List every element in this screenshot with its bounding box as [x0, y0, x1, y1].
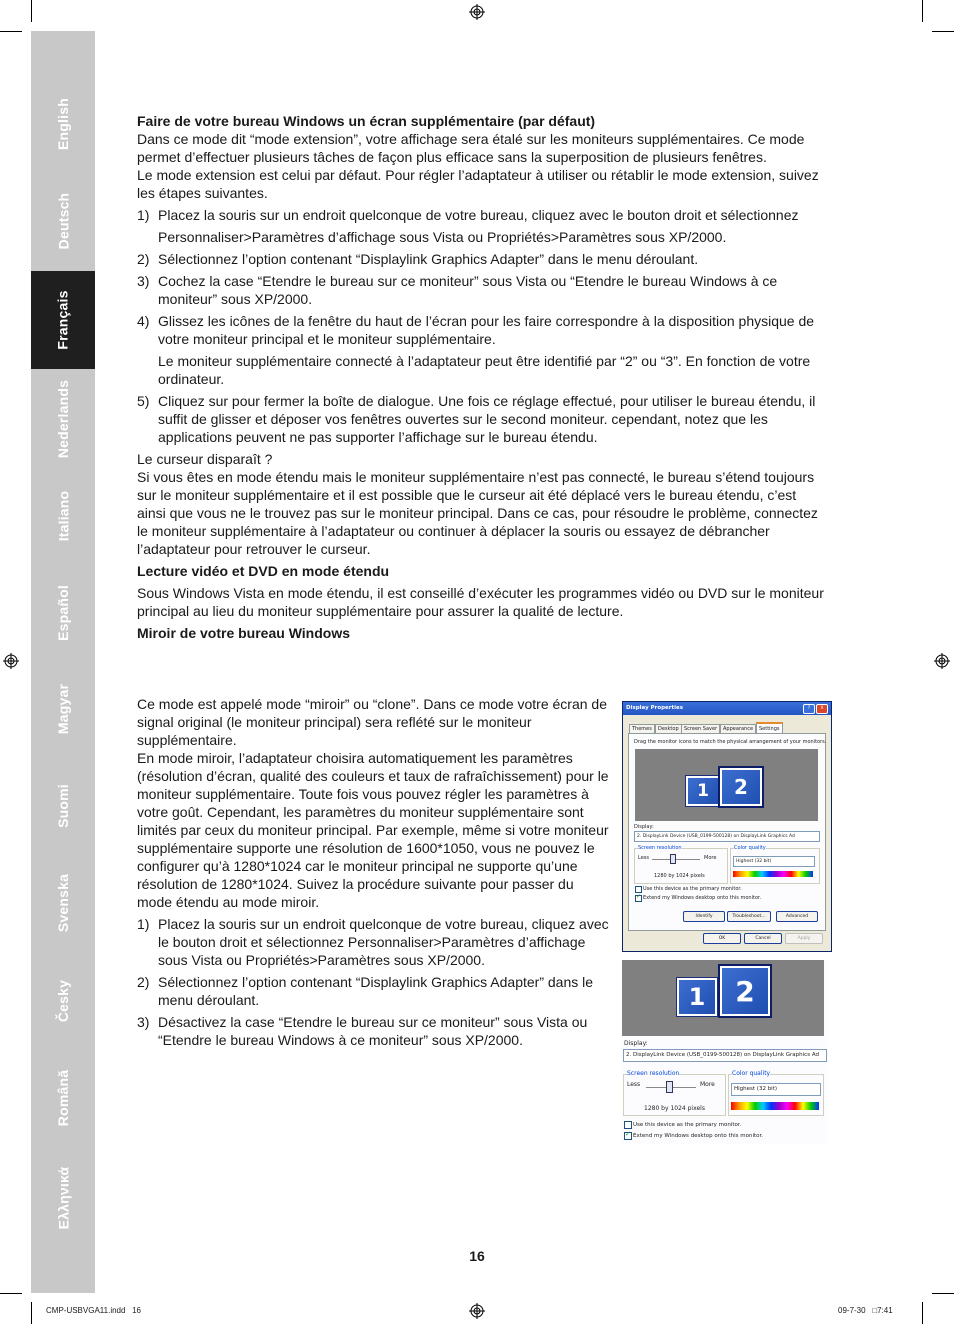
step-text: Placez la souris sur un endroit quelconque de votre bureau, cliquez avec le bouton droit et sélectionnez Personnaliser>Paramètres d’affichage sous Vista ou Propriétés>Paramètres sous XP/2000. — [158, 916, 609, 968]
troubleshoot-button[interactable]: Troubleshoot... — [727, 911, 771, 922]
display-label: Display: — [634, 824, 654, 830]
less-label: Less — [627, 1081, 641, 1088]
lang-tab-cesky[interactable] — [31, 951, 95, 1051]
page-number: 16 — [469, 1248, 485, 1264]
color-quality-label: Color quality — [732, 1070, 771, 1077]
section-heading: Faire de votre bureau Windows un écran supplémentaire (par défaut) — [137, 113, 596, 129]
tab-screen-saver[interactable]: Screen Saver — [681, 724, 720, 734]
crop-mark — [0, 31, 22, 32]
tab-desktop[interactable]: Desktop — [655, 724, 682, 734]
less-label: Less — [638, 855, 649, 861]
help-button[interactable]: ? — [803, 704, 815, 714]
step-number: 3) — [137, 273, 150, 289]
registration-mark-icon — [3, 653, 19, 669]
lang-tab-francais[interactable] — [31, 271, 95, 369]
primary-monitor-label: Use this device as the primary monitor. — [633, 1122, 742, 1128]
footer-file-info: CMP-USBVGA11.indd 16 — [46, 1306, 142, 1315]
step-number: 4) — [137, 313, 150, 329]
ok-button[interactable]: OK — [703, 933, 741, 944]
paragraph: En mode miroir, l’adaptateur choisira automatiquement les paramètres (résolution d’écran, qualité des couleurs et taux de rafraîchissement) pour le moniteur supplémentaire. Toute fois vous pouvez régler les paramètres à votre goût. Cependant, les paramètres du moniteur supplémentaire sont limités par ceux du moniteur principal. Par exemple, même si votre moniteur supplémentaire supporte une résolution de 1600*1050, vous ne pouvez le configurer qu’à 1280*1024 car le moniteur principal ne supporte qu’une résolution de 1280*1024. Suivez la procédure suivante pour passer du mode étendu au mode miroir. — [137, 750, 609, 910]
crop-mark — [922, 0, 923, 22]
display-properties-screenshot — [622, 701, 832, 952]
resolution-value: 1280 by 1024 pixels — [644, 1105, 705, 1112]
main-content — [137, 112, 827, 642]
step-number: 2) — [137, 251, 150, 267]
display-select[interactable]: 2. DisplayLink Device (USB_0199-500128) on DisplayLink Graphics Ad — [634, 831, 820, 842]
lang-label: Ελληνικά — [55, 1166, 71, 1229]
paragraph: Dans ce mode dit “mode extension”, votre affichage sera étalé sur les moniteurs supplémentaires. Ce mode permet d’effectuer plusieurs tâches de façon plus efficace sans la superposition de plusieurs fenêtres. — [137, 131, 805, 165]
apply-button[interactable]: Apply — [785, 933, 823, 944]
lang-tab-nederlands[interactable] — [31, 369, 95, 469]
paragraph: Ce mode est appelé mode “miroir” ou “clone”. Dans ce mode votre écran de signal original (le moniteur principal) sera reflété sur le moniteur supplémentaire. — [137, 696, 607, 748]
monitor-2-icon[interactable]: 2 — [720, 768, 762, 806]
crop-mark — [932, 31, 954, 32]
resolution-value: 1280 by 1024 pixels — [654, 873, 705, 879]
settings-crop-screenshot — [622, 960, 828, 1144]
more-label: More — [700, 1081, 715, 1088]
tab-appearance[interactable]: Appearance — [720, 724, 756, 734]
lang-label: Español — [54, 585, 71, 641]
step-subtext: Personnaliser>Paramètres d’affichage sous Vista ou Propriétés>Paramètres sous XP/2000. — [158, 229, 727, 245]
paragraph: Si vous êtes en mode étendu mais le moniteur supplémentaire n’est pas connecté, le bureau s’étend toujours sur le moniteur supplémentaire et il est possible que le curseur ait été déplacé vers le bureau étendu, c’est ainsi que vous ne le trouvez pas sur le moniteur principal. Dans ce cas, pour résoudre le problème, connectez le moniteur supplémentaire à l’adaptateur ou continuer à déplacer la souris ou essayez de débrancher l’adaptateur pour retrouver le curseur. — [137, 469, 818, 557]
color-swatch — [731, 1102, 819, 1110]
lang-tab-greek[interactable] — [31, 1145, 95, 1250]
lang-tab-english[interactable] — [31, 71, 95, 176]
registration-mark-icon — [934, 653, 950, 669]
monitor-2-icon[interactable]: 2 — [720, 966, 770, 1016]
resolution-label: Screen resolution — [627, 1070, 680, 1077]
primary-monitor-checkbox[interactable] — [624, 1121, 632, 1129]
lang-label: Français — [55, 290, 71, 350]
crop-mark — [0, 1293, 22, 1294]
tab-themes[interactable]: Themes — [629, 724, 655, 734]
identify-button[interactable]: Identify — [683, 911, 725, 922]
crop-mark — [932, 1293, 954, 1294]
primary-monitor-checkbox[interactable] — [635, 886, 642, 893]
cancel-button[interactable]: Cancel — [744, 933, 782, 944]
list-item — [137, 392, 827, 446]
step-number: 1) — [137, 207, 150, 223]
display-label: Display: — [624, 1040, 648, 1047]
list-item — [137, 915, 609, 969]
step-number: 3) — [137, 1014, 150, 1030]
resolution-slider[interactable] — [652, 859, 700, 860]
step-text: Désactivez la case “Etendre le bureau sur ce moniteur” sous Vista ou “Etendre le bureau Windows à ce moniteur” sous XP/2000. — [158, 1014, 588, 1048]
crop-mark — [31, 0, 32, 22]
step-text: Placez la souris sur un endroit quelconque de votre bureau, cliquez avec le bouton droit et sélectionnez — [158, 207, 799, 223]
language-sidebar — [31, 31, 95, 1293]
lang-tab-svenska[interactable] — [31, 853, 95, 953]
paragraph: Le mode extension est celui par défaut. Pour régler l’adaptateur à utiliser ou rétablir le mode extension, suivez les étapes suivantes. — [137, 167, 819, 201]
color-quality-select[interactable]: Highest (32 bit) — [731, 1083, 821, 1096]
steps-list — [137, 206, 827, 446]
paragraph: Le curseur disparaît ? — [137, 451, 273, 467]
step-number: 5) — [137, 393, 150, 409]
step-text: Sélectionnez l’option contenant “Displaylink Graphics Adapter” dans le menu déroulant. — [158, 974, 594, 1008]
lang-tab-magyar[interactable] — [31, 659, 95, 759]
crop-mark — [922, 1302, 923, 1324]
lang-label: Magyar — [54, 683, 71, 735]
section-heading: Lecture vidéo et DVD en mode étendu — [137, 563, 390, 579]
lang-label: Suomi — [55, 784, 71, 828]
dialog-titlebar — [623, 702, 831, 715]
instruction-text: Drag the monitor icons to match the physical arrangement of your monitors. — [634, 739, 827, 745]
list-item — [137, 206, 827, 246]
step-text: Sélectionnez l’option contenant “Displaylink Graphics Adapter” dans le menu déroulant. — [158, 251, 699, 267]
check-icon: ✓ — [636, 893, 642, 900]
primary-monitor-label: Use this device as the primary monitor. — [643, 886, 742, 892]
list-item — [137, 1013, 609, 1049]
lang-label: Česky — [54, 979, 71, 1023]
monitor-1-icon[interactable]: 1 — [686, 776, 720, 806]
dialog-title: Display Properties — [626, 705, 684, 711]
list-item — [137, 973, 609, 1009]
mirror-section — [137, 695, 609, 1053]
slider-thumb[interactable] — [666, 1081, 673, 1093]
footer-timestamp: 09-7-30 □7:41 — [838, 1306, 893, 1315]
lang-label: Italiano — [54, 490, 71, 542]
step-text: Glissez les icônes de la fenêtre du haut de l’écran pour les faire correspondre à la disposition physique de votre moniteur principal et le moniteur supplémentaire. — [158, 313, 815, 347]
lang-tab-deutsch[interactable] — [31, 171, 95, 271]
lang-label: Nederlands — [55, 379, 71, 459]
lang-label: Svenska — [54, 873, 71, 933]
list-item — [137, 312, 827, 388]
lang-tab-italiano[interactable] — [31, 466, 95, 566]
lang-tab-suomi[interactable] — [31, 756, 95, 856]
color-swatch — [733, 871, 813, 877]
lang-label: Deutsch — [54, 192, 71, 250]
lang-tab-espanol[interactable] — [31, 563, 95, 663]
step-text: Cochez la case “Etendre le bureau sur ce moniteur” sous Vista ou “Etendre le bureau Windows à ce moniteur” sous XP/2000. — [158, 273, 778, 307]
section-heading: Miroir de votre bureau Windows — [137, 625, 351, 641]
tab-settings[interactable]: Settings — [756, 722, 783, 734]
lang-tab-romana[interactable] — [31, 1048, 95, 1148]
check-icon: ✓ — [625, 1130, 631, 1138]
step-subtext: Le moniteur supplémentaire connecté à l’adaptateur peut être identifié par “2” ou “3”. En fonction de votre ordinateur. — [158, 353, 811, 387]
more-label: More — [704, 855, 717, 861]
resolution-label: Screen resolution — [638, 845, 682, 851]
slider-thumb[interactable] — [670, 854, 676, 864]
close-button[interactable]: X — [816, 704, 828, 714]
color-quality-select[interactable]: Highest (32 bit) — [733, 856, 815, 867]
registration-mark-icon — [469, 1303, 485, 1319]
registration-mark-icon — [469, 4, 485, 20]
step-number: 1) — [137, 916, 150, 932]
monitor-1-icon[interactable]: 1 — [677, 978, 717, 1016]
extend-desktop-label: Extend my Windows desktop onto this monitor. — [633, 1133, 764, 1139]
color-quality-label: Color quality — [734, 845, 766, 851]
advanced-button[interactable]: Advanced — [776, 911, 818, 922]
extend-desktop-label: Extend my Windows desktop onto this monitor. — [643, 895, 762, 901]
lang-label: Română — [55, 1069, 71, 1127]
crop-mark — [31, 1302, 32, 1324]
list-item — [137, 250, 827, 268]
paragraph: Sous Windows Vista en mode étendu, il est conseillé d’exécuter les programmes vidéo ou DVD sur le moniteur principal au lieu du moniteur supplémentaire pour assurer la qualité de lecture. — [137, 585, 824, 619]
step-number: 2) — [137, 974, 150, 990]
step-text: Cliquez sur pour fermer la boîte de dialogue. Une fois ce réglage effectué, pour utiliser le bureau étendu, il suffit de glisser et déposer vos fenêtres ouvertes sur le second moniteur. cependant, notez que les applications peuvent ne pas supporter l’affichage sur le bureau étendu. — [158, 393, 816, 445]
lang-label: English — [55, 97, 71, 150]
steps-list — [137, 915, 609, 1049]
display-select[interactable]: 2. DisplayLink Device (USB_0199-500128) on DisplayLink Graphics Ad — [623, 1049, 827, 1062]
list-item — [137, 272, 827, 308]
